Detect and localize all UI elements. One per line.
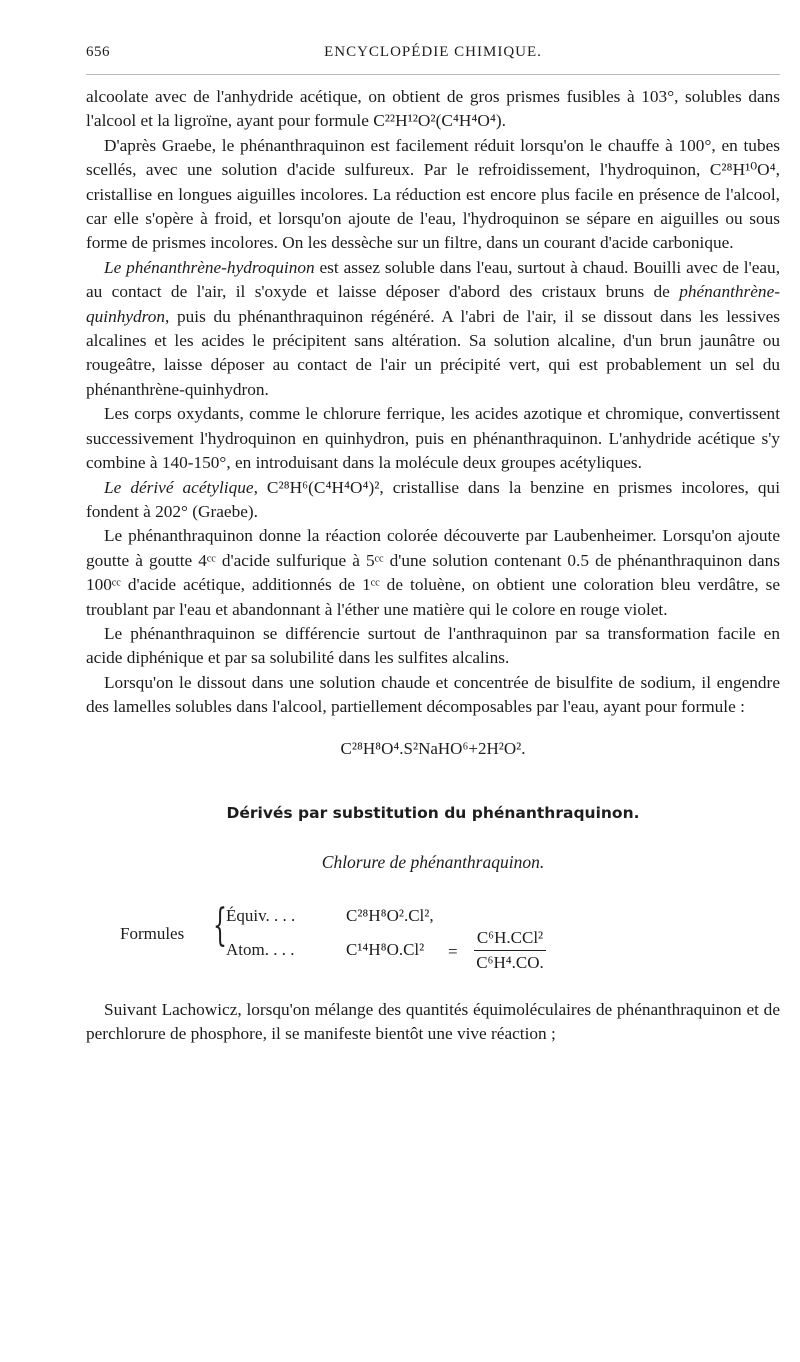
- formulas-label: Formules: [120, 923, 185, 943]
- paragraph-5-text: , C²⁸H⁶(C⁴H⁴O⁴)², cristallise dans la benzine en prismes incolores, qui fondent à 202° (Graebe).: [86, 477, 781, 521]
- section-heading: Dérivés par substitution du phénanthraquinon.: [226, 803, 640, 822]
- paragraph-6: Le phénanthraquinon donne la réaction colorée découverte par Laubenheimer. Lorsqu'on ajoute goutte à goutte 4ᶜᶜ d'acide sulfurique à 5ᶜᶜ d'une solution contenant 0.5 de phénanthraquinon dans 100ᶜᶜ d'acide acétique, additionnés de 1ᶜᶜ de toluène, on obtient une coloration bleu verdâtre, se troublant par l'eau et abandonnant à l'éther une matière qui le colore en rouge violet.: [86, 526, 780, 619]
- page-number: 656: [86, 44, 110, 60]
- paragraph-1: alcoolate avec de l'anhydride acétique, on obtient de gros prismes fusibles à 103°, solubles dans l'alcool et la ligroïne, ayant pour formule C²²H¹²O²(C⁴H⁴O⁴).: [86, 87, 780, 131]
- paragraph-3-text-b: , puis du phénanthraquinon régénéré. A l'abri de l'air, il se dissout dans les lessives alcalines et les acides le précipitent sans altération. Sa solution alcaline, d'un brun jaunâtre ou rougeâtre, laisse déposer au contact de l'air un précipité vert, qui est probablement un sel du phénanthrène-quinhydron.: [86, 306, 780, 399]
- formulas-block: [86, 892, 780, 986]
- atomic-formula: C¹⁴H⁸O.Cl²: [346, 939, 425, 959]
- fraction-top: C⁶H.CCl²: [476, 927, 544, 947]
- bisulfite-formula: C²⁸H⁸O⁴.S²NaHO⁶+2H²O².: [340, 738, 526, 758]
- paragraph-3: [86, 256, 780, 402]
- equivalent-formula: C²⁸H⁸O².Cl²,: [346, 905, 434, 925]
- paragraph-5: [86, 476, 780, 525]
- document-page: [86, 40, 780, 1046]
- structural-fraction: [474, 928, 546, 973]
- running-title: ENCYCLOPÉDIE CHIMIQUE.: [324, 44, 542, 60]
- fraction-bottom: C⁶H⁴.CO.: [476, 952, 544, 972]
- term-hydroquinon: Le phénanthrène-hydroquinon: [104, 257, 315, 277]
- paragraph-4: Les corps oxydants, comme le chlorure ferrique, les acides azotique et chromique, convertissent successivement l'hydroquinon en quinhydron, puis en phénanthraquinon. L'anhydride acétique s'y combine à 140-150°, en introduisant dans la molécule deux groupes acétyliques.: [86, 404, 780, 473]
- term-acetyl-derivative: Le dérivé acétylique: [104, 477, 254, 497]
- fraction-bar: [474, 950, 546, 951]
- page-header: [86, 40, 780, 75]
- paragraph-9: Suivant Lachowicz, lorsqu'on mélange des quantités équimoléculaires de phénanthraquinon et de perchlorure de phosphore, il se manifeste bientôt une vive réaction ;: [86, 999, 780, 1043]
- term-quinhydron: phénanthrène-quinhydron: [86, 282, 780, 326]
- equals-sign: =: [448, 941, 458, 961]
- equivalent-label: Équiv. . . .: [226, 905, 296, 925]
- paragraph-7: Le phénanthraquinon se différencie surtout de l'anthraquinon par sa transformation facile en acide diphénique et par sa solubilité dans les sulfites alcalins.: [86, 623, 780, 668]
- brace-glyph: {: [213, 899, 227, 951]
- paragraph-8: Lorsqu'on le dissout dans une solution chaude et concentrée de bisulfite de sodium, il engendre des lamelles solubles dans l'alcool, partiellement décomposables par l'eau, ayant pour formule :: [86, 672, 780, 717]
- paragraph-2: D'après Graebe, le phénanthraquinon est facilement réduit lorsqu'on le chauffe à 100°, en tubes scellés, avec une solution d'acide sulfureux. Par le refroidissement, l'hydroquinon, C²⁸H¹⁰O⁴, cristallise en longues aiguilles incolores. La réduction est encore plus facile en présence de l'alcool, car elle s'opère à froid, et lorsqu'on ajoute de l'eau, l'hydroquinon se sépare en aiguilles ou sous forme de prismes incolores. On les dessèche sur un filtre, dans un courant d'acide carbonique.: [86, 135, 780, 253]
- paragraph-3-text-a: est assez soluble dans l'eau, surtout à chaud. Bouilli avec de l'eau, au contact de l'air, il s'oxyde et laisse déposer d'abord des cristaux bruns de: [86, 257, 781, 302]
- subsection-heading: Chlorure de phénanthraquinon.: [321, 851, 545, 872]
- atomic-label: Atom. . . .: [226, 939, 295, 959]
